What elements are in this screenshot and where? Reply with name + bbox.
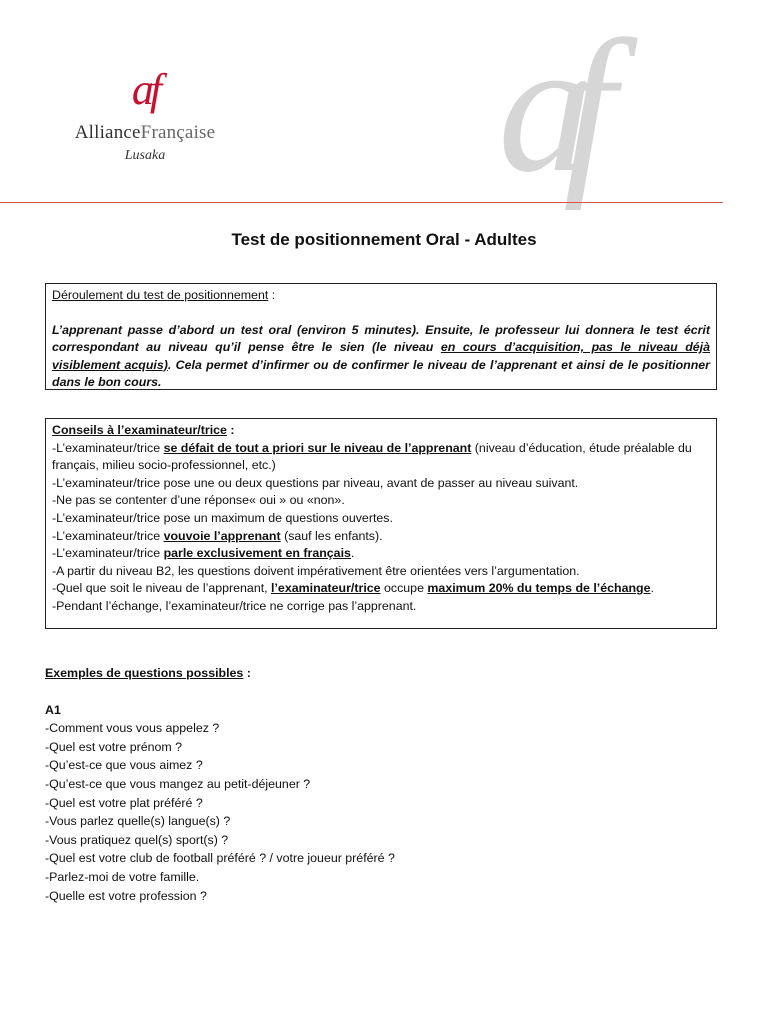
advice-heading: Conseils à l’examinateur/trice [52, 423, 227, 437]
question-item: -Comment vous vous appelez ? [45, 721, 220, 736]
procedure-heading: Déroulement du test de positionnement [52, 288, 269, 302]
header-divider [0, 202, 723, 203]
advice-line-3: -Ne pas se contenter d’une réponse« oui » ou «non». [52, 493, 345, 508]
advice-line-4: -L’examinateur/trice pose un maximum de questions ouvertes. [52, 510, 393, 525]
af-watermark [488, 10, 738, 210]
procedure-text-1: L’apprenant passe d’abord un test oral (environ 5 minutes). Ensuite, le professeur lui donnera le test écrit correspondant au niveau qu’il pense être le sien (le niveau [52, 322, 710, 355]
question-list [45, 719, 725, 905]
logo-name-part1: Alliance [74, 122, 141, 143]
procedure-text-2: . Cela permet d’infirmer ou de confirmer le niveau de l’apprenant et ainsi de le positionner dans le bon cours. [52, 357, 710, 390]
advice-heading-suffix: : [226, 423, 235, 437]
advice-5-a: -L’examinateur/trice [52, 528, 164, 543]
logo-city: Lusaka [124, 148, 166, 163]
question-item: -Parlez-moi de votre famille. [45, 869, 200, 884]
advice-6-a: -L’examinateur/trice [52, 546, 164, 561]
advice-line-1 [52, 440, 710, 475]
question-item: -Qu’est-ce que vous mangez au petit-déjeuner ? [45, 776, 311, 791]
advice-8-a: -Quel que soit le niveau de l’apprenant, [52, 581, 272, 596]
question-item: -Quel est votre club de football préféré ? / votre joueur préféré ? [45, 851, 395, 866]
advice-line-9: -Pendant l’échange, l’examinateur/trice ne corrige pas l’apprenant. [52, 598, 417, 613]
question-item: -Vous pratiquez quel(s) sport(s) ? [45, 832, 229, 847]
advice-heading-line [52, 422, 710, 440]
advice-1-c: (niveau d’éducation, étude préalable du français, milieu socio-professionnel, etc.) [52, 440, 692, 473]
advice-5-b: vouvoie l’apprenant [163, 528, 281, 543]
question-item: -Quel est votre prénom ? [45, 739, 183, 754]
advice-8-e: . [650, 581, 654, 596]
level-a1-heading: A1 [45, 702, 61, 717]
advice-8-d: maximum 20% du temps de l’échange [427, 581, 651, 596]
question-item: -Vous parlez quelle(s) langue(s) ? [45, 814, 231, 829]
advice-line-5 [52, 528, 710, 546]
logo-name-part2: Française [140, 122, 216, 143]
advice-6-b: parle exclusivement en français [163, 546, 351, 561]
examples-heading: Exemples de questions possibles [45, 666, 244, 680]
advice-line-7: -A partir du niveau B2, les questions doivent impérativement être orientées vers l’argumentation. [52, 563, 580, 578]
advice-6-c: . [350, 546, 355, 561]
advice-line-2: -L’examinateur/trice pose une ou deux questions par niveau, avant de passer au niveau suivant. [52, 475, 579, 490]
procedure-heading-suffix: : [268, 288, 276, 302]
advice-5-c: (sauf les enfants). [280, 528, 383, 543]
af-logo-mark: af [131, 65, 159, 114]
logo-name [60, 122, 230, 144]
watermark-text: af [498, 10, 586, 210]
advice-line-8 [52, 580, 710, 598]
advice-line-6 [52, 545, 710, 563]
examples-heading-suffix: : [243, 666, 251, 680]
question-item: -Qu’est-ce que vous aimez ? [45, 758, 203, 773]
advice-8-c: occupe [380, 581, 428, 596]
examples-heading-line [45, 664, 725, 683]
document-title: Test de positionnement Oral - Adultes [231, 230, 537, 249]
procedure-text-underlined: en cours d’acquisition, pas le niveau déjà visiblement acquis) [52, 340, 710, 372]
example-questions-section [45, 664, 725, 905]
procedure-paragraph [52, 322, 710, 392]
advice-8-b: l’examinateur/trice [271, 581, 381, 596]
procedure-box [45, 283, 717, 390]
procedure-heading-line [52, 287, 710, 305]
advice-1-b: se défait de tout a priori sur le niveau de l’apprenant [163, 440, 472, 455]
question-item: -Quelle est votre profession ? [45, 888, 207, 903]
advice-1-a: -L’examinateur/trice [52, 440, 164, 455]
alliance-francaise-logo [60, 65, 230, 164]
examiner-advice-box [45, 418, 717, 629]
question-item: -Quel est votre plat préféré ? [45, 795, 203, 810]
